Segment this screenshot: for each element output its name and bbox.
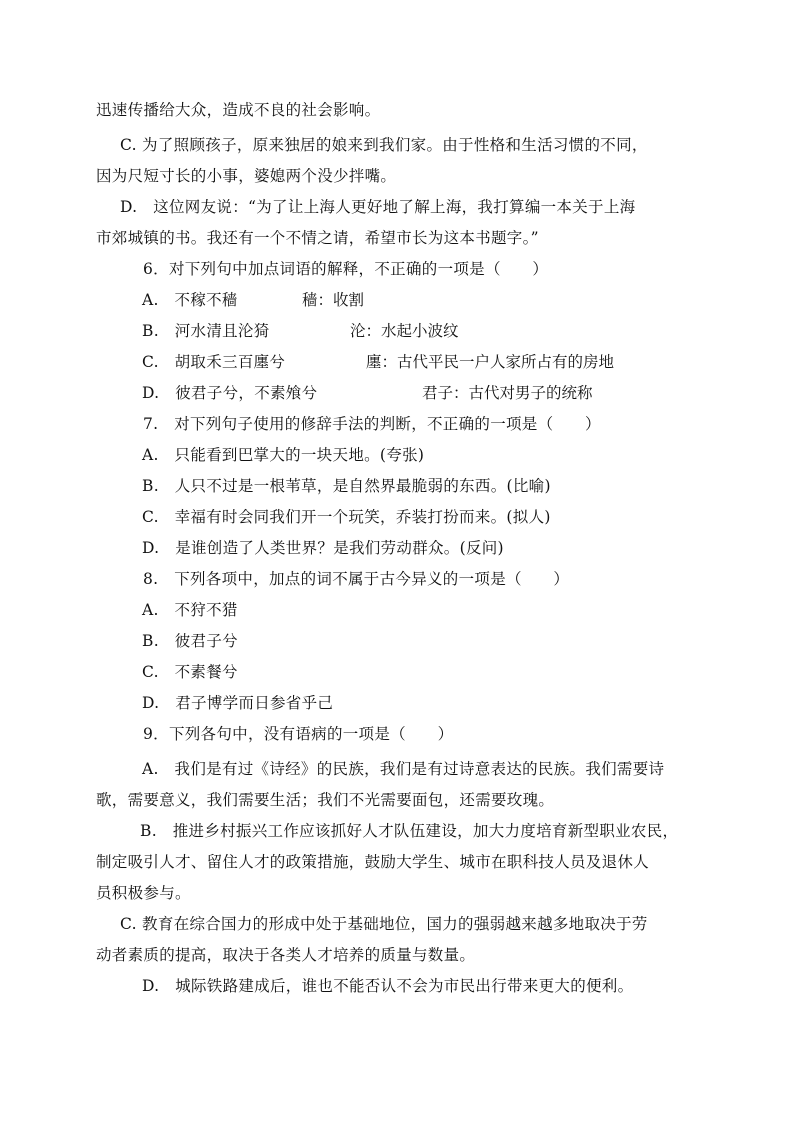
- question-9-option-a: A. 我们是有过《诗经》的民族，我们是有过诗意表达的民族。我们需要诗: [142, 760, 665, 778]
- question-9-option-b: B. 推进乡村振兴工作应该抓好人才队伍建设，加大力度培育新型职业农民，: [140, 822, 679, 840]
- question-9-option-c: C. 教育在综合国力的形成中处于基础地位，国力的强弱越来越多地取决于劳: [120, 915, 648, 933]
- question-6-option-b-explanation: 沦：水起小波纹: [350, 322, 459, 340]
- question-6-option-a-explanation: 穑：收割: [302, 291, 365, 309]
- text-line: 市郊城镇的书。我还有一个不情之请，希望市长为这本书题字。”: [96, 229, 539, 247]
- question-9-option-c-cont: 动者素质的提高，取决于各类人才培养的质量与数量。: [96, 946, 476, 964]
- question-9-option-d: D. 城际铁路建成后，谁也不能否认不会为市民出行带来更大的便利。: [142, 977, 634, 995]
- question-8-option-d: D. 君子博学而日参省乎己: [142, 694, 334, 712]
- question-7-option-c: C. 幸福有时会同我们开一个玩笑，乔装打扮而来。(拟人): [142, 508, 551, 526]
- question-6-option-c-explanation: 廛：古代平民一户人家所占有的房地: [366, 353, 615, 371]
- question-9-stem: 9．下列各句中，没有语病的一项是（ ）: [143, 725, 454, 743]
- question-6-option-a: A. 不稼不穑: [142, 291, 238, 309]
- question-6-option-c: C. 胡取禾三百廛兮: [142, 353, 286, 371]
- question-7-stem: 7. 对下列句子使用的修辞手法的判断，不正确的一项是（ ）: [143, 415, 601, 433]
- question-6-option-d-explanation: 君子：古代对男子的统称: [422, 384, 593, 402]
- text-line: 迅速传播给大众，造成不良的社会影响。: [96, 101, 381, 119]
- text-line: D. 这位网友说：“为了让上海人更好地了解上海，我打算编一本关于上海: [120, 198, 636, 216]
- question-9-option-b-cont: 员积极参与。: [96, 884, 191, 902]
- question-7-option-a: A. 只能看到巴掌大的一块天地。(夸张): [142, 446, 425, 464]
- text-line: C. 为了照顾孩子，原来独居的娘来到我们家。由于性格和生活习惯的不同，: [120, 136, 648, 154]
- question-8-stem: 8. 下列各项中，加点的词不属于古今异义的一项是（ ）: [143, 570, 570, 588]
- question-6-option-d: D. 彼君子兮，不素飧兮: [142, 384, 318, 402]
- question-8-option-c: C. 不素餐兮: [142, 663, 238, 681]
- question-7-option-b: B. 人只不过是一根苇草，是自然界最脆弱的东西。(比喻): [142, 477, 551, 495]
- question-8-option-a: A. 不狩不猎: [142, 601, 238, 619]
- question-8-option-b: B. 彼君子兮: [142, 632, 238, 650]
- question-9-option-a-cont: 歌，需要意义，我们需要生活；我们不光需要面包，还需要玫瑰。: [96, 791, 555, 809]
- text-line: 因为尺短寸长的小事，婆媳两个没少拌嘴。: [96, 167, 397, 185]
- question-7-option-d: D. 是谁创造了人类世界？是我们劳动群众。(反问): [142, 539, 504, 557]
- question-6-stem: 6．对下列句中加点词语的解释，不正确的一项是（ ）: [143, 260, 549, 278]
- question-6-option-b: B. 河水清且沦猗: [142, 322, 270, 340]
- question-9-option-b-cont: 制定吸引人才、留住人才的政策措施，鼓励大学生、城市在职科技人员及退休人: [96, 853, 650, 871]
